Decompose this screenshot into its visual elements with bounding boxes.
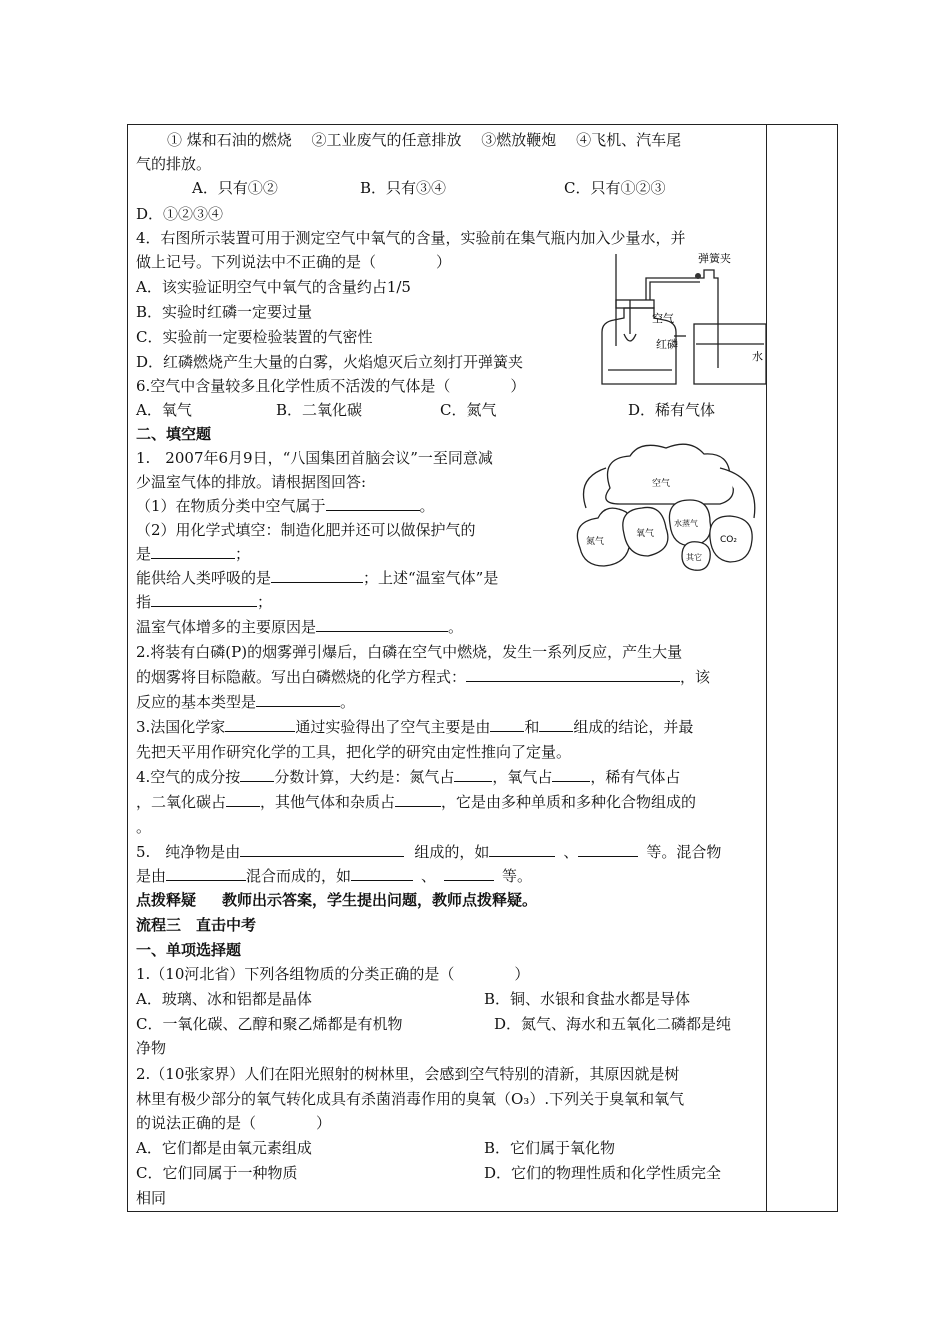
q4-option-d: D．红磷燃烧产生大量的白雾，火焰熄灭后立刻打开弹簧夹 <box>136 353 524 371</box>
f1-line2: 少温室气体的排放。请根据图回答: <box>136 473 367 491</box>
q4-stem-line1: 4．右图所示装置可用于测定空气中氧气的含量，实验前在集气瓶内加入少量水，并 <box>136 229 686 247</box>
answer-blank[interactable] <box>240 840 404 857</box>
greenhouse-gas-cartoon <box>570 438 766 578</box>
q4-option-b: B．实验时红磷一定要过量 <box>136 303 313 321</box>
m1-option-c: C．一氧化碳、乙醇和聚乙烯都是有机物 <box>136 1015 403 1033</box>
co2-cloud-label: CO₂ <box>720 535 737 545</box>
f4-line1 <box>136 765 680 789</box>
answer-blank[interactable] <box>351 864 413 881</box>
answer-blank[interactable] <box>444 864 494 881</box>
q4-option-c: C．实验前一定要检验装置的气密性 <box>136 328 373 346</box>
f1-q1-end: 。 <box>419 497 435 515</box>
f2-line1: 2.将装有白磷(P)的烟雾弹引爆后，白磷在空气中燃烧，发生一系列反应，产生大量 <box>136 643 683 661</box>
f5-text-b: 组成的，如 <box>414 843 490 861</box>
m1-stem: 1.（10河北省）下列各组物质的分类正确的是（ ） <box>136 965 530 983</box>
m2-line2: 林里有极少部分的氧气转化成具有杀菌消毒作用的臭氧（O₃）.下列关于臭氧和氧气 <box>136 1090 685 1108</box>
f3-text-d: 组成的结论，并最 <box>573 718 694 736</box>
f2-text-end: ，该 <box>680 668 711 686</box>
f5-text-d: 等。混合物 <box>646 843 722 861</box>
clip-label: 弹簧夹 <box>698 252 731 265</box>
oxygen-cloud-label: 氧气 <box>636 529 655 539</box>
f1-q4-end: ； <box>257 593 273 611</box>
f1-line7 <box>136 590 272 614</box>
section-single-choice-title: 一、单项选择题 <box>136 941 242 959</box>
f1-line5 <box>136 542 250 566</box>
q6-option-a: A．氧气 <box>136 401 192 419</box>
m2-option-d-cont: 相同 <box>136 1189 167 1207</box>
f1-q5-end: 。 <box>448 618 464 636</box>
q6-stem: 6.空气中含量较多且化学性质不活泼的气体是（ ） <box>136 377 526 395</box>
f5-text-g: 、 <box>421 867 437 885</box>
f1-q2-text: 是 <box>136 545 152 563</box>
m1-option-a: A．玻璃、冰和铝都是晶体 <box>136 990 312 1008</box>
f3-line1 <box>136 715 693 739</box>
answer-blank[interactable] <box>466 665 680 682</box>
answer-blank[interactable] <box>151 590 257 607</box>
f4-text-f: ，其他气体和杂质占 <box>260 793 396 811</box>
f1-line4: （2）用化学式填空：制造化肥并还可以做保护气的 <box>136 521 476 539</box>
nitrogen-cloud-label: 氮气 <box>586 537 605 547</box>
q3-option-d: D．①②③④ <box>136 205 224 223</box>
answer-blank[interactable] <box>271 566 363 583</box>
f1-q5-text: 温室气体增多的主要原因是 <box>136 618 317 636</box>
answer-blank[interactable] <box>256 690 340 707</box>
tips-line <box>136 888 537 912</box>
flow3-title: 流程三 直击中考 <box>136 916 257 934</box>
tips-label: 点拨释疑 <box>136 891 197 909</box>
answer-blank[interactable] <box>240 765 274 782</box>
q6-option-b: B．二氧化碳 <box>276 401 363 419</box>
f2-type-text: 反应的基本类型是 <box>136 693 257 711</box>
answer-blank[interactable] <box>151 542 235 559</box>
q3-option-b: B．只有③④ <box>360 179 447 197</box>
answer-blank[interactable] <box>578 840 638 857</box>
f1-q1-text: （1）在物质分类中空气属于 <box>136 497 326 515</box>
f4-text-a: 4.空气的成分按 <box>136 768 241 786</box>
f4-line3: 。 <box>136 818 152 836</box>
f3-text-a: 3.法国化学家 <box>136 718 226 736</box>
f4-line2 <box>136 790 696 814</box>
m2-line1: 2.（10张家界）人们在阳光照射的树林里，会感到空气特别的清新，其原因就是树 <box>136 1065 680 1083</box>
answer-blank[interactable] <box>539 715 573 732</box>
f1-q4-text: ；上述“温室气体”是 <box>363 569 499 587</box>
f5-text-a: 5. 纯净物是由 <box>136 843 241 861</box>
f5-text-h: 等。 <box>502 867 533 885</box>
answer-blank[interactable] <box>326 494 420 511</box>
m2-option-b: B．它们属于氧化物 <box>484 1139 616 1157</box>
f2-line2 <box>136 665 710 689</box>
answer-blank[interactable] <box>490 715 524 732</box>
tips-text: 教师出示答案，学生提出问题，教师点拨释疑。 <box>222 891 538 909</box>
q4-stem-line2: 做上记号。下列说法中不正确的是（ ） <box>136 253 452 271</box>
phosphorus-label: 红磷 <box>656 338 678 351</box>
air-cloud-label: 空气 <box>652 479 671 489</box>
m1-option-d: D．氮气、海水和五氧化二磷都是纯 <box>494 1015 732 1033</box>
f1-line6 <box>136 566 498 590</box>
f3-line2: 先把天平用作研究化学的工具，把化学的研究由定性推向了定量。 <box>136 743 572 761</box>
f4-text-e: ，二氧化碳占 <box>136 793 227 811</box>
q6-option-c: C．氮气 <box>440 401 497 419</box>
f5-text-c: 、 <box>563 843 579 861</box>
answer-blank[interactable] <box>226 790 260 807</box>
answer-blank[interactable] <box>454 765 492 782</box>
m2-option-a: A．它们都是由氧元素组成 <box>136 1139 312 1157</box>
answer-blank[interactable] <box>395 790 441 807</box>
f1-q4-prefix: 指 <box>136 593 152 611</box>
f1-q2-end: ； <box>235 545 251 563</box>
f1-line1: 1. 2007年6月9日，“八国集团首脑会议”一至同意减 <box>136 449 493 467</box>
f4-text-c: ，氧气占 <box>492 768 553 786</box>
f2-line3 <box>136 690 355 714</box>
section-fill-in-title: 二、填空题 <box>136 425 212 443</box>
q3-option-c: C．只有①②③ <box>564 179 666 197</box>
answer-blank[interactable] <box>552 765 590 782</box>
f2-type-end: 。 <box>340 693 356 711</box>
answer-blank[interactable] <box>225 715 295 732</box>
m1-option-d-cont: 净物 <box>136 1039 167 1057</box>
f1-line3 <box>136 494 435 518</box>
f3-text-b: 通过实验得出了空气主要是由 <box>295 718 491 736</box>
q6-option-d: D．稀有气体 <box>628 401 716 419</box>
m2-line3: 的说法正确的是（ ） <box>136 1114 332 1132</box>
f1-q3-text: 能供给人类呼吸的是 <box>136 569 272 587</box>
f2-text: 的烟雾将目标隐蔽。写出白磷燃烧的化学方程式： <box>136 668 467 686</box>
m1-option-b: B．铜、水银和食盐水都是导体 <box>484 990 691 1008</box>
f3-text-c: 和 <box>524 718 540 736</box>
f5-line1 <box>136 840 721 864</box>
answer-blank[interactable] <box>316 615 448 632</box>
q3-items: ① 煤和石油的燃烧 ②工业废气的任意排放 ③燃放鞭炮 ④飞机、汽车尾 <box>167 131 682 149</box>
f4-text-b: 分数计算，大约是：氮气占 <box>274 768 455 786</box>
q4-option-a: A．该实验证明空气中氧气的含量约占1/5 <box>136 278 411 296</box>
other-cloud-label: 其它 <box>686 553 702 562</box>
f5-text-e: 是由 <box>136 867 167 885</box>
q3-option-a: A．只有①② <box>192 179 278 197</box>
answer-blank[interactable] <box>489 840 555 857</box>
m2-option-d: D．它们的物理性质和化学性质完全 <box>484 1164 722 1182</box>
f4-text-g: ，它是由多种单质和多种化合物组成的 <box>441 793 697 811</box>
f5-line2 <box>136 864 532 888</box>
water-vapor-cloud-label: 水蒸气 <box>674 519 698 528</box>
air-label: 空气 <box>652 312 674 325</box>
q3-items-cont: 气的排放。 <box>136 155 212 173</box>
answer-blank[interactable] <box>166 864 246 881</box>
m2-option-c: C．它们同属于一种物质 <box>136 1164 298 1182</box>
oxygen-apparatus-figure <box>594 248 768 386</box>
f5-text-f: 混合而成的，如 <box>246 867 352 885</box>
f1-line8 <box>136 615 463 639</box>
f4-text-d: ，稀有气体占 <box>590 768 681 786</box>
water-label: 水 <box>752 350 763 363</box>
